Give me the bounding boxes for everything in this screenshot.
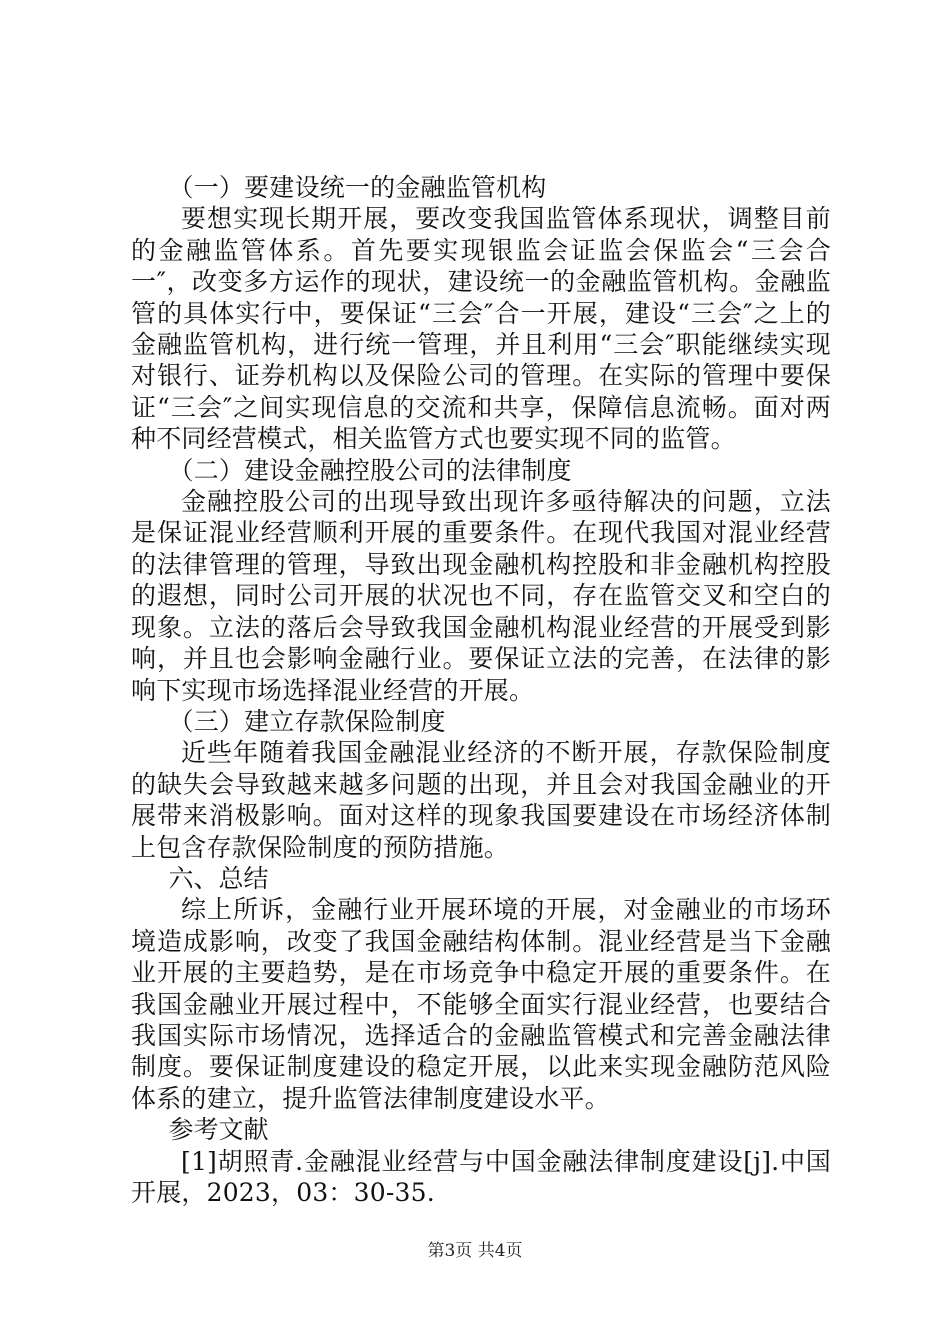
section-paragraph-3: 近些年随着我国金融混业经济的不断开展，存款保险制度的缺失会导致越来越多问题的出现，并且会对我国金融业的开展带来消极影响。面对这样的现象我国要建设在市场经济体制上包含存款保险制度的预防措施。 [131, 738, 831, 862]
section-heading-4: 六、总结 [168, 863, 269, 893]
section-paragraph-4: 综上所诉，金融行业开展环境的开展，对金融业的市场环境造成影响，改变了我国金融结构体制。混业经营是当下金融业开展的主要趋势，是在市场竞争中稳定开展的重要条件。在我国金融业开展过程中，不能够全面实行混业经营，也要结合我国实际市场情况，选择适合的金融监管模式和完善金融法律制度。要保证制度建设的稳定开展，以此来实现金融防范风险体系的建立，提升监管法律制度建设水平。 [131, 895, 831, 1113]
page-number-footer: 第3页 共4页 [427, 1241, 523, 1261]
section-heading-1: （一）要建设统一的金融监管机构 [168, 173, 547, 202]
section-heading-3: （三）建立存款保险制度 [168, 706, 446, 736]
section-paragraph-2: 金融控股公司的出现导致出现许多亟待解决的问题，立法是保证混业经营顺利开展的重要条件。在现代我国对混业经营的法律管理的管理，导致出现金融机构控股和非金融机构控股的遐想，同时公司开展的状况也不同，存在监管交叉和空白的现象。立法的落后会导致我国金融机构混业经营的开展受到影响，并且也会影响金融行业。要保证立法的完善，在法律的影响下实现市场选择混业经营的开展。 [131, 487, 831, 705]
reference-item: [1]胡照青.金融混业经营与中国金融法律制度建设[j].中国开展，2023，03：30-35. [131, 1146, 831, 1207]
references-heading: 参考文献 [168, 1115, 269, 1145]
section-heading-2: （二）建设金融控股公司的法律制度 [168, 455, 572, 485]
document-body [131, 172, 831, 1208]
section-paragraph-1: 要想实现长期开展，要改变我国监管体系现状，调整目前的金融监管体系。首先要实现银监会证监会保监会“三会合一″，改变多方运作的现状，建设统一的金融监管机构。金融监管的具体实行中，要保证“三会″合一开展，建设“三会″之上的金融监管机构，进行统一管理，并且利用“三会″职能继续实现对银行、证券机构以及保险公司的管理。在实际的管理中要保证“三会″之间实现信息的交流和共享，保障信息流畅。面对两种不同经营模式，相关监管方式也要实现不同的监管。 [131, 204, 831, 454]
